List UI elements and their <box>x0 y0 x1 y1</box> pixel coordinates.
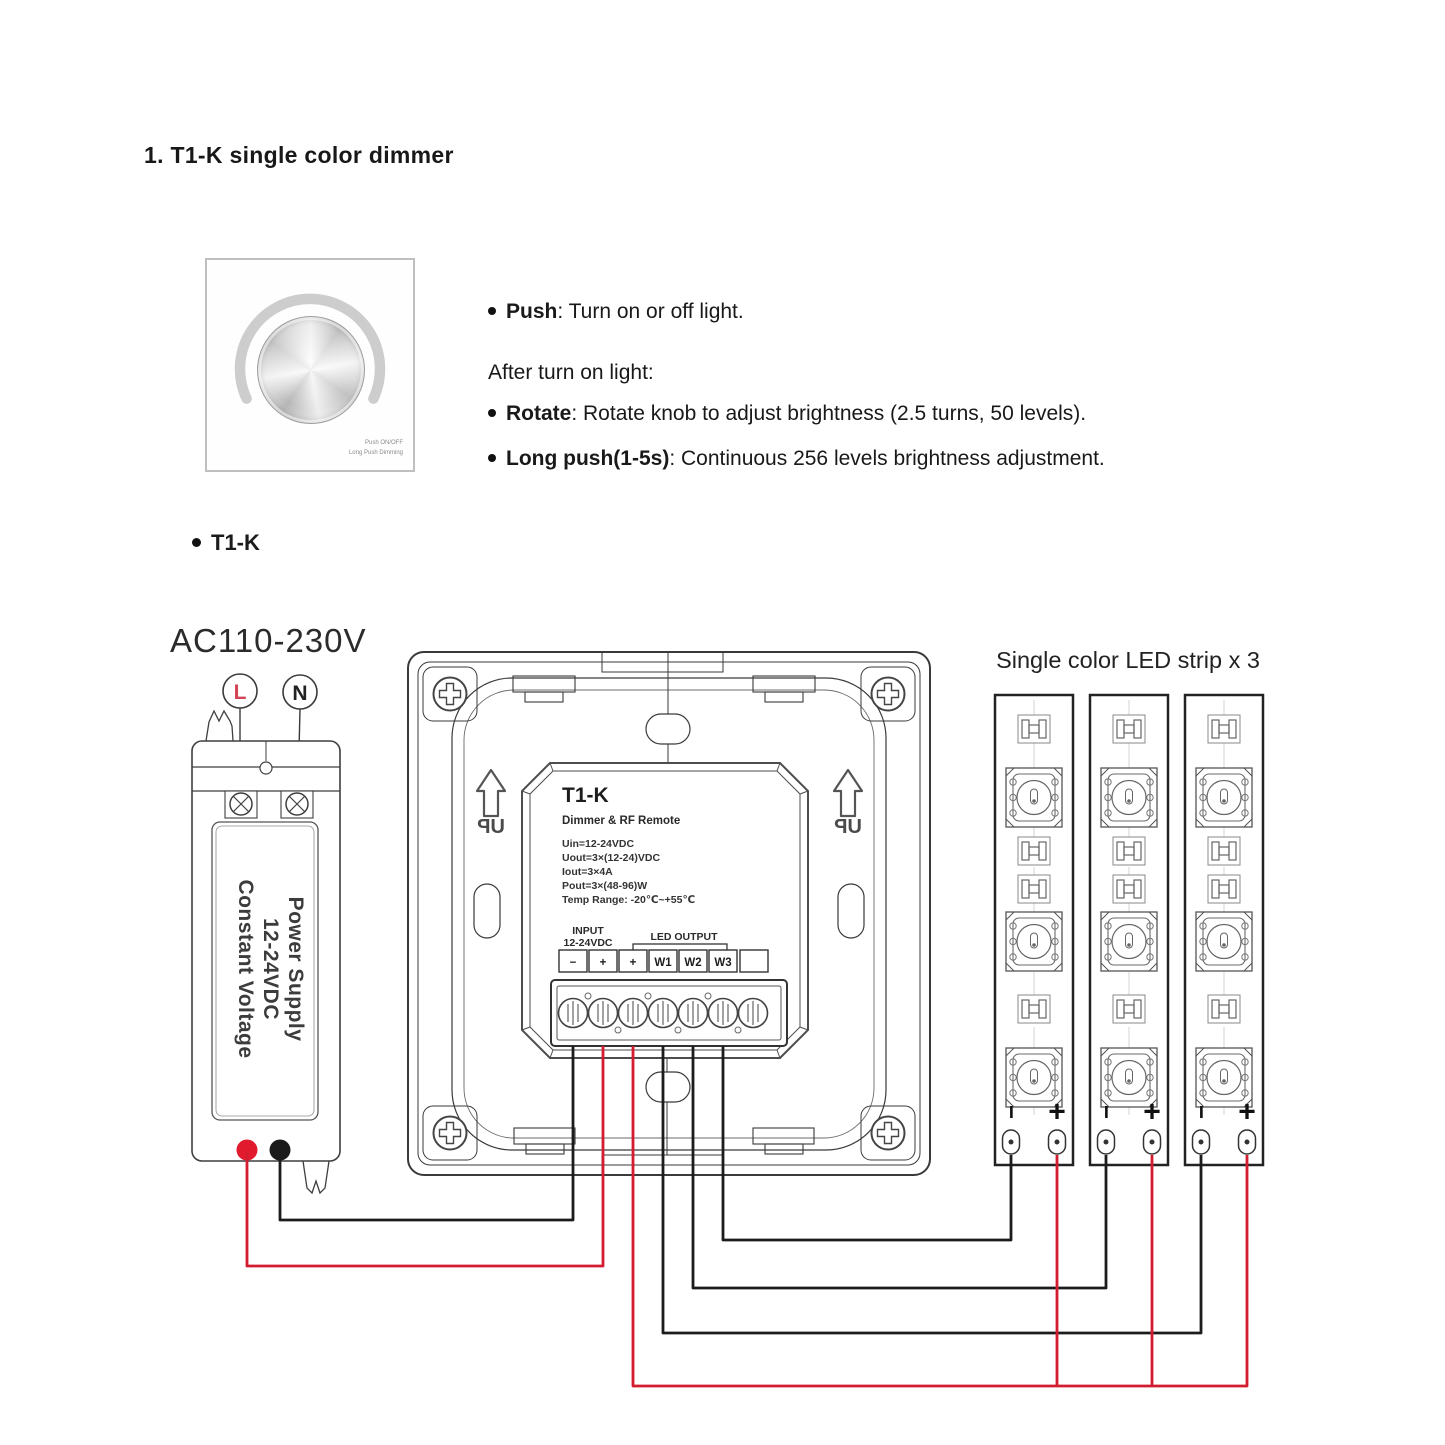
terminal-label-w1: W1 <box>654 957 672 969</box>
ac-voltage-label: AC110-230V <box>170 622 367 659</box>
up-label-mirrored: UP <box>834 816 862 838</box>
led-strips-title: Single color LED strip x 3 <box>996 647 1260 673</box>
live-terminal-label: L <box>233 681 247 704</box>
led-strip-3 <box>1185 695 1263 1165</box>
psu-label-line1: Power Supply <box>284 896 307 1042</box>
psu-label-line2: 12-24VDC <box>259 917 282 1021</box>
instruction-push-keyword: Push <box>506 300 558 323</box>
spec-uout: Uout=3×(12-24)VDC <box>562 852 661 864</box>
instruction-longpush-text: : Continuous 256 levels brightness adjustment. <box>669 447 1105 470</box>
up-label-mirrored: UP <box>477 816 505 838</box>
terminal-block <box>551 980 787 1046</box>
instruction-push-text: : Turn on or off light. <box>557 300 744 323</box>
corner-screw-icon <box>434 1117 467 1150</box>
psu-bottom-tab <box>303 1161 329 1193</box>
terminal-label-w3: W3 <box>714 957 732 969</box>
spec-iout: Iout=3×4A <box>562 866 613 878</box>
spec-temp: Temp Range: -20℃~+55℃ <box>562 894 696 906</box>
terminal-label-plus-in: + <box>599 957 607 969</box>
led-strip-1 <box>995 695 1073 1165</box>
device-model-label: T1-K <box>211 530 260 555</box>
knob-caption-line2: Long Push Dimming <box>348 449 403 456</box>
knob-caption-line1: Push ON/OFF <box>364 439 403 446</box>
psu-top-tab <box>206 711 233 741</box>
corner-screw-icon <box>434 678 467 711</box>
spec-pout: Pout=3×(48-96)W <box>562 880 648 892</box>
corner-screw-icon <box>872 678 905 711</box>
module-subtitle: Dimmer & RF Remote <box>562 815 681 827</box>
terminal-label-minus: − <box>569 957 577 969</box>
instruction-rotate-text: : Rotate knob to adjust brightness (2.5 turns, 50 levels). <box>571 402 1087 425</box>
led-strip-2 <box>1090 695 1168 1165</box>
page-title: 1. T1-K single color dimmer <box>144 142 454 168</box>
wall-panel <box>408 652 930 1175</box>
spec-uin: Uin=12-24VDC <box>562 838 635 850</box>
input-voltage-label: 12-24VDC <box>563 937 613 949</box>
power-supply-unit <box>192 674 340 1193</box>
input-label: INPUT <box>572 925 604 937</box>
module-model: T1-K <box>562 784 609 807</box>
corner-screw-icon <box>872 1117 905 1150</box>
psu-label-line3: Constant Voltage <box>234 879 257 1059</box>
instruction-after-text: After turn on light: <box>488 361 654 384</box>
neutral-terminal-label: N <box>292 682 308 705</box>
instruction-longpush-keyword: Long push(1-5s) <box>506 447 670 470</box>
instruction-rotate-keyword: Rotate <box>506 402 572 425</box>
terminal-label-w2: W2 <box>684 957 702 969</box>
led-output-label: LED OUTPUT <box>650 931 718 943</box>
terminal-label-plus-out: + <box>629 957 637 969</box>
